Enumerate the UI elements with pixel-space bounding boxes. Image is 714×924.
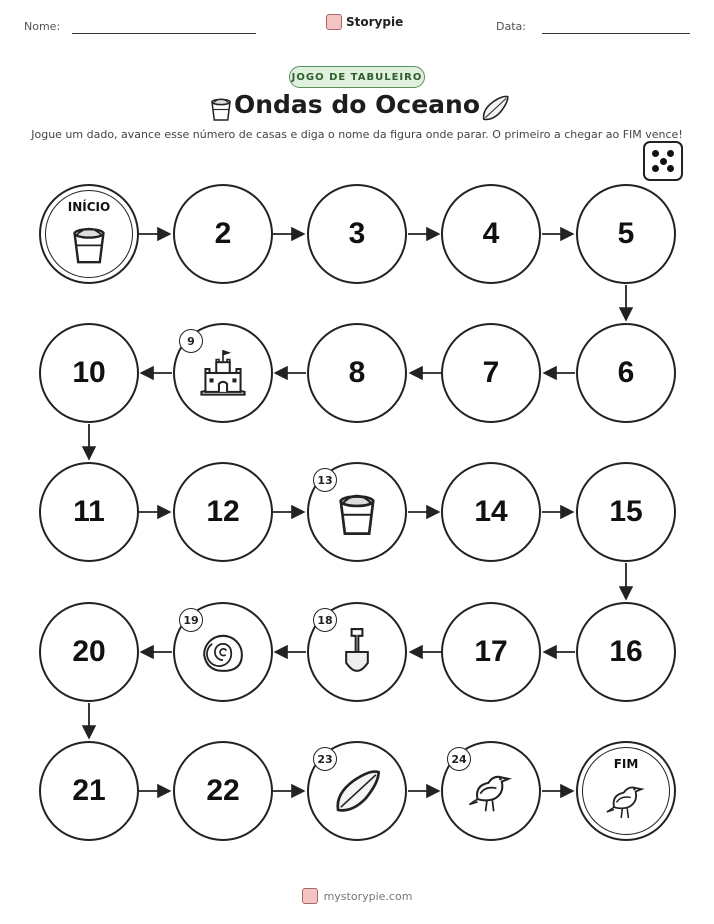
space-number: 3: [348, 217, 366, 250]
brand-name: Storypie: [346, 15, 404, 29]
board-space-picture: [307, 602, 407, 702]
board-space: [576, 462, 676, 562]
space-number: 12: [206, 495, 240, 528]
board-space: [39, 323, 139, 423]
board-space: [441, 323, 541, 423]
space-number: 4: [482, 217, 500, 250]
board-space: [39, 462, 139, 562]
board-space: [307, 323, 407, 423]
board-space: [576, 602, 676, 702]
finish-label: FIM: [613, 757, 639, 771]
start-label: INÍCIO: [67, 200, 111, 214]
space-number: 16: [609, 635, 643, 668]
space-number: 22: [206, 774, 240, 807]
seagull-icon: [602, 776, 650, 824]
space-number: 21: [72, 774, 106, 807]
instructions-text: Jogue um dado, avance esse número de casas e diga o nome da figura onde parar. O primeiro a chegar ao FIM vence!: [31, 128, 683, 141]
board-space-picture: [173, 323, 273, 423]
space-number-badge: 13: [313, 468, 337, 492]
space-number: 8: [348, 356, 366, 389]
space-number: 6: [617, 356, 635, 389]
board-space: [173, 184, 273, 284]
board-space-picture: [307, 741, 407, 841]
board-space: [307, 184, 407, 284]
name-label: Nome:: [24, 20, 61, 33]
board-space-picture: [441, 741, 541, 841]
sandcastle-icon: [196, 346, 250, 400]
shovel-icon: [330, 625, 384, 679]
space-number: 14: [474, 495, 508, 528]
space-number-badge: 18: [313, 608, 337, 632]
space-number: 7: [482, 356, 500, 389]
footer: [0, 888, 714, 904]
board-space: [576, 184, 676, 284]
board-space: [173, 741, 273, 841]
bucket-icon: [330, 485, 384, 539]
space-number: 5: [617, 217, 635, 250]
board-space-finish: [576, 741, 676, 841]
board-space: [39, 741, 139, 841]
space-number: 20: [72, 635, 106, 668]
space-number: 11: [73, 495, 105, 528]
space-number-badge: 9: [179, 329, 203, 353]
bucket-icon: [65, 219, 113, 267]
space-number: 2: [214, 217, 232, 250]
space-number: 15: [609, 495, 643, 528]
board-space: [441, 602, 541, 702]
seagull-icon: [464, 764, 518, 818]
board-space-start: [39, 184, 139, 284]
space-number: 10: [72, 356, 106, 389]
surfboard-icon: [330, 764, 384, 818]
board-space-picture: [307, 462, 407, 562]
board-space: [576, 323, 676, 423]
space-number-badge: 19: [179, 608, 203, 632]
date-label: Data:: [496, 20, 526, 33]
board-space-picture: [173, 602, 273, 702]
board-space: [173, 462, 273, 562]
category-tag: JOGO DE TABULEIRO: [289, 66, 425, 88]
footer-url[interactable]: mystorypie.com: [323, 889, 413, 903]
space-number: 17: [474, 635, 508, 668]
storypie-logo-icon: [302, 888, 318, 904]
space-number-badge: 24: [447, 747, 471, 771]
board-space: [441, 462, 541, 562]
page-title: Ondas do Oceano: [233, 90, 481, 119]
board-space: [441, 184, 541, 284]
seashell-icon: [196, 625, 250, 679]
space-number-badge: 23: [313, 747, 337, 771]
board-space: [39, 602, 139, 702]
